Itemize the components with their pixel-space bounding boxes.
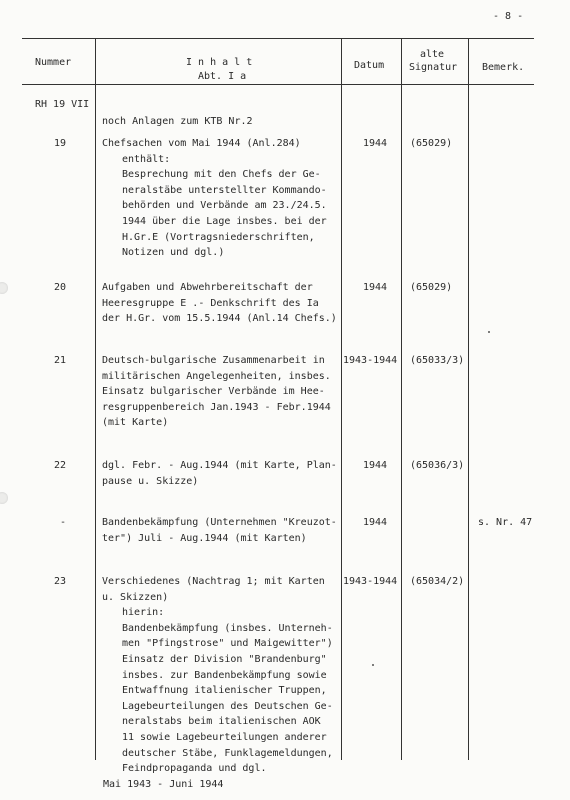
entry-text-line: hierin:: [122, 607, 165, 619]
entry-number: 19: [54, 138, 67, 149]
entry-text-line: u. Skizzen): [102, 591, 169, 603]
entry-signatur: (65034/2): [410, 576, 465, 587]
entry-datum: 1944: [363, 460, 388, 471]
column-divider-signatur: [468, 38, 469, 760]
entry-text-line: behörden und Verbände am 23./24.5.: [122, 200, 327, 212]
entry-text-line: dgl. Febr. - Aug.1944 (mit Karte, Plan-: [102, 460, 337, 471]
entry-text-line: (mit Karte): [102, 417, 169, 429]
entry-signatur: (65036/3): [410, 460, 465, 471]
entry-number: 23: [54, 576, 67, 587]
entry-signatur: (65029): [410, 138, 453, 149]
entry-text-line: neralstabs beim italienischen AOK: [122, 716, 321, 728]
entry-signatur: (65033/3): [410, 355, 465, 366]
header-nummer: Nummer: [35, 57, 72, 68]
entry-text-line: pause u. Skizze): [102, 475, 199, 487]
entry-text-line: Chefsachen vom Mai 1944 (Anl.284): [102, 138, 301, 149]
entry-text-line: H.Gr.E (Vortragsniederschriften,: [122, 231, 315, 243]
header-datum: Datum: [354, 60, 385, 71]
entry-signatur: (65029): [410, 282, 453, 293]
punch-hole-bottom: [0, 492, 8, 504]
entry-datum: 1943-1944: [343, 576, 398, 587]
section-label: RH 19 VII: [35, 99, 90, 110]
entry-text-line: insbes. zur Bandenbekämpfung sowie: [122, 669, 327, 681]
entry-number: 22: [54, 460, 67, 471]
entry-text-line: Notizen und dgl.): [122, 247, 225, 259]
entry-text-line: Besprechung mit den Chefs der Ge-: [122, 169, 321, 181]
entry-text-line: Einsatz bulgarischer Verbände im Hee-: [102, 386, 325, 398]
entry-text-line: neralstäbe unterstellter Kommando-: [122, 184, 327, 196]
entry-text-line: 11 sowie Lagebeurteilungen anderer: [122, 732, 327, 743]
entry-text-line: militärischen Angelegenheiten, insbes.: [102, 370, 331, 382]
entry-number: 20: [54, 282, 67, 293]
entry-text-line: Aufgaben und Abwehrbereitschaft der: [102, 282, 313, 293]
entry-text-line: Lagebeurteilungen des Deutschen Ge-: [122, 700, 333, 712]
entry-text-line: Einsatz der Division "Brandenburg": [122, 654, 327, 665]
header-signatur-line2: Signatur: [409, 62, 458, 73]
column-divider-datum: [401, 38, 402, 760]
entry-text-line: Bandenbekämpfung (Unternehmen "Kreuzot-: [102, 517, 337, 528]
column-divider-nummer: [95, 38, 96, 760]
entry-text-line: deutscher Stäbe, Funklagemeldungen,: [122, 747, 333, 759]
entry-datum: 1944: [363, 138, 388, 149]
column-divider-inhalt: [341, 38, 342, 760]
entry-bemerk: s. Nr. 47: [478, 517, 533, 528]
intro-line: noch Anlagen zum KTB Nr.2: [102, 116, 253, 127]
header-inhalt-sub: Abt. I a: [198, 71, 247, 82]
entry-datum: 1943-1944: [343, 355, 398, 366]
scan-mark: [372, 664, 374, 666]
entry-text-line: der H.Gr. vom 15.5.1944 (Anl.14 Chefs.): [102, 313, 337, 325]
entry-text-line: ter") Juli - Aug.1944 (mit Karten): [102, 532, 307, 544]
entry-text-line: men "Pfingstrose" und Maigewitter"): [122, 638, 333, 650]
entry-text-line: Mai 1943 - Juni 1944: [103, 778, 224, 790]
entry-text-line: Verschiedenes (Nachtrag 1; mit Karten: [102, 576, 325, 587]
entry-text-line: resgruppenbereich Jan.1943 - Febr.1944: [102, 401, 331, 413]
header-bemerk: Bemerk.: [482, 62, 525, 73]
entry-text-line: 1944 über die Lage insbes. bei der: [122, 216, 327, 227]
punch-hole-top: [0, 282, 8, 294]
entry-number: -: [60, 517, 67, 528]
header-bottom-rule: [22, 84, 534, 85]
entry-text-line: enthält:: [122, 153, 171, 165]
entry-text-line: Bandenbekämpfung (insbes. Unterneh-: [122, 622, 333, 634]
entry-number: 21: [54, 355, 67, 366]
entry-text-line: Deutsch-bulgarische Zusammenarbeit in: [102, 355, 325, 366]
table-top-rule: [22, 38, 534, 39]
entry-datum: 1944: [363, 517, 388, 528]
entry-text-line: Entwaffnung italienischer Truppen,: [122, 685, 327, 697]
entry-datum: 1944: [363, 282, 388, 293]
scan-mark: [488, 331, 490, 333]
header-signatur-line1: alte: [420, 49, 445, 60]
entry-text-line: Feindpropaganda und dgl.: [122, 763, 267, 775]
entry-text-line: Heeresgruppe E .- Denkschrift des Ia: [102, 297, 319, 309]
header-inhalt: I n h a l t: [186, 57, 253, 68]
page-number: - 8 -: [493, 11, 524, 22]
